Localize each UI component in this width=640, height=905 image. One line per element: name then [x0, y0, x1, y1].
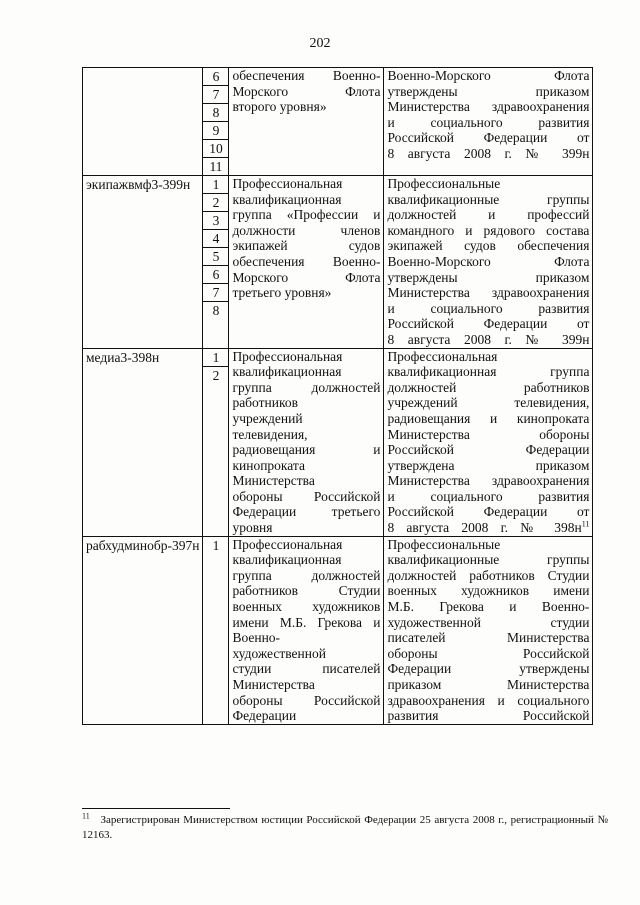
- approval-line: Министерства обороны: [387, 426, 590, 442]
- approval-line: утверждена приказом: [387, 457, 590, 473]
- group-name-line: квалификационная: [232, 552, 342, 568]
- approval-line-last: [387, 520, 589, 536]
- approval-line: Российской Федерации: [387, 442, 590, 458]
- group-name-line: обороны Российской: [232, 692, 381, 708]
- code-cell: [83, 348, 203, 536]
- group-name-line: обеспечения Военно-: [232, 253, 381, 269]
- table-row: [83, 68, 593, 176]
- approval-line: должностей и профессий: [387, 207, 590, 223]
- approval-line: Российской Федерации от: [387, 316, 590, 332]
- approval-line: Профессиональные: [387, 536, 501, 552]
- group-name-line: студии писателей: [232, 661, 381, 677]
- approval-line: квалификационная группа: [387, 364, 590, 380]
- group-name-line: телевидения,: [232, 426, 308, 442]
- approval-line: здравоохранения и социального: [387, 692, 590, 708]
- group-name-line: должности членов: [232, 222, 381, 238]
- group-name-line: Профессиональная: [232, 536, 343, 552]
- level-number: 3: [203, 212, 228, 230]
- level-number: 8: [212, 303, 220, 318]
- level-numbers-cell: [203, 68, 229, 176]
- level-number: 10: [203, 140, 228, 158]
- approval-line: художественной студии: [387, 614, 590, 630]
- level-number: 2: [212, 367, 220, 383]
- group-name-line: группа должностей: [232, 379, 381, 395]
- level-numbers-cell: [203, 348, 229, 536]
- approval-line: командного и рядового состава: [387, 222, 590, 238]
- classification-table: [82, 67, 593, 725]
- group-name-line: Морского Флота: [232, 83, 381, 99]
- approval-line: Министерства здравоохранения: [387, 285, 590, 301]
- approval-last-text: 8 августа 2008 г. № 398н: [387, 520, 582, 536]
- group-name-line: Профессиональная: [232, 176, 343, 191]
- group-code: экипажвмф3-399н: [86, 177, 191, 192]
- approval-line: развития Российской: [387, 708, 590, 724]
- approval-line: Военно-Морского Флота: [387, 68, 590, 83]
- level-number: 8: [203, 104, 228, 122]
- footnote-mark: 11: [82, 811, 90, 821]
- approval-line: обороны Российской: [387, 645, 590, 661]
- group-code: рабхудминобр-397н: [86, 537, 200, 553]
- level-number: 6: [203, 68, 228, 86]
- group-code: медиа3-398н: [86, 349, 160, 365]
- approval-line: и социального развития: [387, 488, 590, 504]
- group-name-line: группа должностей: [232, 567, 381, 583]
- approval-line: 8 августа 2008 г. № 399н: [387, 331, 590, 347]
- approval-line: писателей Министерства: [387, 630, 590, 646]
- group-name-line: второго уровня»: [232, 99, 327, 115]
- level-number: 2: [203, 194, 228, 212]
- approval-line: должностей работников: [387, 379, 590, 395]
- code-cell: [83, 68, 203, 176]
- group-name-line: кинопроката: [232, 457, 305, 473]
- group-name-line: Профессиональная: [232, 348, 343, 364]
- footnote-text: Зарегистрирован Министерством юстиции Российской Федерации 25 августа 2008 г., регистрационный № 12163.: [82, 814, 609, 841]
- group-name-line: учреждений: [232, 410, 303, 426]
- group-name-cell: [229, 68, 384, 176]
- approval-line: экипажей судов обеспечения: [387, 238, 590, 254]
- page-number: 202: [309, 36, 331, 51]
- level-numbers-cell: [203, 176, 229, 349]
- footnote: [82, 813, 608, 843]
- approval-line: военных художников имени: [387, 583, 590, 599]
- group-name-line: работников Студии: [232, 583, 381, 599]
- group-name-line: Военно-: [232, 630, 281, 646]
- code-cell: [83, 536, 203, 724]
- approval-line: учреждений телевидения,: [387, 395, 590, 411]
- group-name-line: квалификационная: [232, 364, 342, 380]
- approval-line: и социального развития: [387, 114, 590, 130]
- approval-line: Военно-Морского Флота: [387, 253, 590, 269]
- table-row: [83, 348, 593, 536]
- level-number: 1: [203, 176, 228, 194]
- group-name-cell: [229, 348, 384, 536]
- approval-line: квалификационные группы: [387, 191, 590, 207]
- approval-line: Министерства здравоохранения: [387, 99, 590, 115]
- level-number: 7: [203, 86, 228, 104]
- approval-line: Российской Федерации от: [387, 504, 590, 520]
- group-name-line: третьего уровня»: [232, 285, 332, 301]
- approval-cell: [384, 536, 593, 724]
- group-name-line: обороны Российской: [232, 488, 381, 504]
- level-number: 1: [212, 537, 220, 553]
- group-name-cell: [229, 176, 384, 349]
- level-number: 1: [203, 349, 228, 367]
- group-name-line: уровня: [232, 520, 273, 536]
- approval-line: Министерства здравоохранения: [387, 473, 590, 489]
- group-name-line: имени М.Б. Грекова и: [232, 614, 381, 630]
- approval-line: должностей работников Студии: [387, 567, 590, 583]
- table-row: [83, 176, 593, 349]
- group-name-line: Министерства: [232, 473, 315, 489]
- approval-line: утверждены приказом: [387, 83, 590, 99]
- approval-line: и социального развития: [387, 300, 590, 316]
- approval-line: радиовещания и кинопроката: [387, 410, 590, 426]
- group-name-line: радиовещания и: [232, 442, 381, 458]
- group-name-line: Федерации: [232, 708, 297, 724]
- group-name-line: обеспечения Военно-: [232, 68, 381, 83]
- footnote-reference[interactable]: 11: [581, 519, 590, 529]
- footnote-divider: [82, 808, 230, 809]
- approval-line: приказом Министерства: [387, 677, 590, 692]
- level-number: 9: [203, 122, 228, 140]
- group-name-line: работников: [232, 395, 298, 411]
- group-name-line: Федерации третьего: [232, 504, 381, 520]
- level-numbers-cell: [203, 536, 229, 724]
- group-name-line: квалификационная: [232, 191, 342, 207]
- approval-cell: [384, 68, 593, 176]
- group-name-line: Морского Флота: [232, 269, 381, 285]
- level-number: 6: [203, 266, 228, 284]
- approval-line: Профессиональные: [387, 176, 501, 191]
- approval-line: квалификационные группы: [387, 552, 590, 568]
- group-name-line: группа «Профессии и: [232, 207, 381, 223]
- approval-line: М.Б. Грекова и Военно-: [387, 599, 590, 615]
- group-name-line: военных художников: [232, 599, 381, 615]
- table-row: [83, 536, 593, 724]
- approval-cell: [384, 176, 593, 349]
- group-code: [86, 68, 199, 69]
- approval-line: Российской Федерации от: [387, 130, 590, 146]
- approval-line: Федерации утверждены: [387, 661, 590, 677]
- group-name-line: художественной: [232, 645, 326, 661]
- approval-cell: [384, 348, 593, 536]
- approval-line: 8 августа 2008 г. № 399н: [387, 145, 590, 161]
- level-number: 4: [203, 230, 228, 248]
- group-name-line: экипажей судов: [232, 238, 381, 254]
- code-cell: [83, 176, 203, 349]
- level-number: 5: [203, 248, 228, 266]
- level-number: 7: [203, 284, 228, 302]
- group-name-line: Министерства: [232, 677, 315, 692]
- group-name-cell: [229, 536, 384, 724]
- approval-line: утверждены приказом: [387, 269, 590, 285]
- level-number: 11: [209, 159, 223, 174]
- approval-line: Профессиональная: [387, 348, 498, 364]
